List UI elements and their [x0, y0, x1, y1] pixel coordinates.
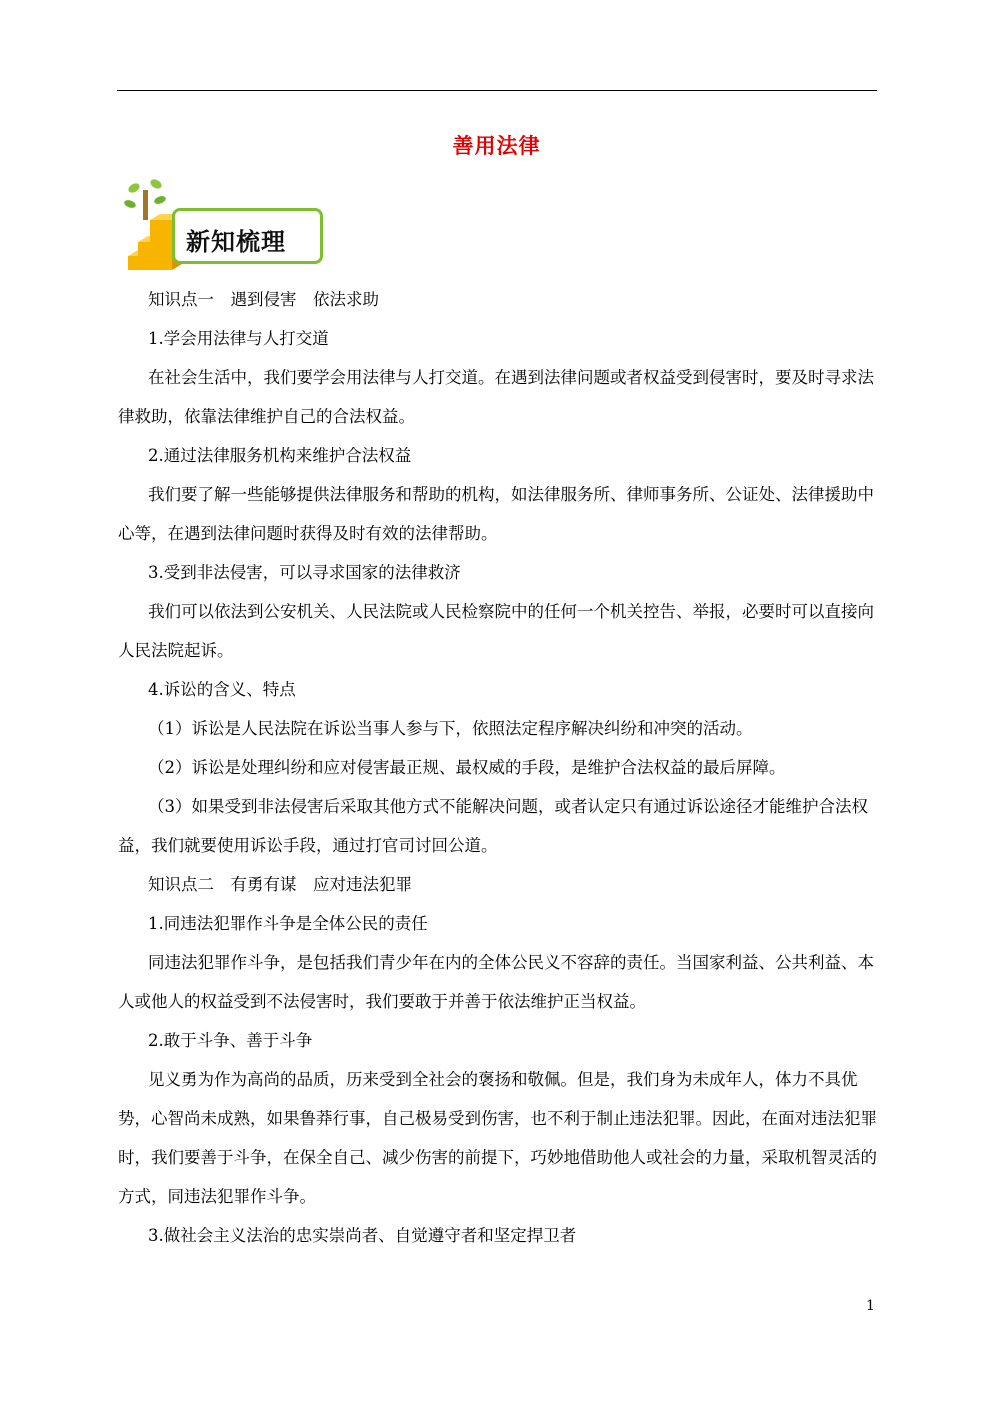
section-heading: 知识点二 有勇有谋 应对违法犯罪: [148, 875, 412, 894]
list-item: （1）诉讼是人民法院在诉讼当事人参与下，依照法定程序解决纠纷和冲突的活动。: [148, 719, 753, 738]
paragraph: 我们要了解一些能够提供法律服务和帮助的机构，如法律服务所、律师事务所、公证处、法律援助中心等，在遇到法律问题时获得及时有效的法律帮助。: [118, 485, 874, 543]
subheading: 4.诉讼的含义、特点: [148, 680, 296, 699]
section-heading: 知识点一 遇到侵害 依法求助: [148, 290, 379, 309]
paragraph: 见义勇为作为高尚的品质，历来受到全社会的褒扬和敬佩。但是，我们身为未成年人，体力不具优势，心智尚未成熟，如果鲁莽行事，自己极易受到伤害，也不利于制止违法犯罪。因此，在面对违法犯罪时，我们要善于斗争，在保全自己、减少伤害的前提下，巧妙地借助他人或社会的力量，采取机智灵活的方式，同违法犯罪作斗争。: [118, 1070, 877, 1206]
subheading: 3.做社会主义法治的忠实崇尚者、自觉遵守者和坚定捍卫者: [148, 1226, 577, 1245]
subheading: 3.受到非法侵害，可以寻求国家的法律救济: [148, 563, 461, 582]
list-item: （3）如果受到非法侵害后采取其他方式不能解决问题，或者认定只有通过诉讼途径才能维护合法权益，我们就要使用诉讼手段，通过打官司讨回公道。: [118, 797, 868, 855]
subheading: 1.同违法犯罪作斗争是全体公民的责任: [148, 914, 428, 933]
subheading: 2.敢于斗争、善于斗争: [148, 1031, 313, 1050]
list-item: （2）诉讼是处理纠纷和应对侵害最正规、最权威的手段，是维护合法权益的最后屏障。: [148, 758, 786, 777]
section-badge: [120, 178, 325, 273]
header-rule: [117, 90, 877, 91]
subheading: 1.学会用法律与人打交道: [148, 329, 329, 348]
paragraph: 同违法犯罪作斗争，是包括我们青少年在内的全体公民义不容辞的责任。当国家利益、公共利益、本人或他人的权益受到不法侵害时，我们要敢于并善于依法维护正当权益。: [118, 953, 874, 1011]
paragraph: 在社会生活中，我们要学会用法律与人打交道。在遇到法律问题或者权益受到侵害时，要及时寻求法律救助，依靠法律维护自己的合法权益。: [118, 368, 874, 426]
subheading: 2.通过法律服务机构来维护合法权益: [148, 446, 412, 465]
page-number: 1: [866, 1298, 875, 1314]
page-title: 善用法律: [452, 133, 541, 158]
paragraph: 我们可以依法到公安机关、人民法院或人民检察院中的任何一个机关控告、举报，必要时可以直接向人民法院起诉。: [118, 602, 874, 660]
document-body: [118, 280, 880, 1255]
badge-label: 新知梳理: [186, 228, 286, 256]
